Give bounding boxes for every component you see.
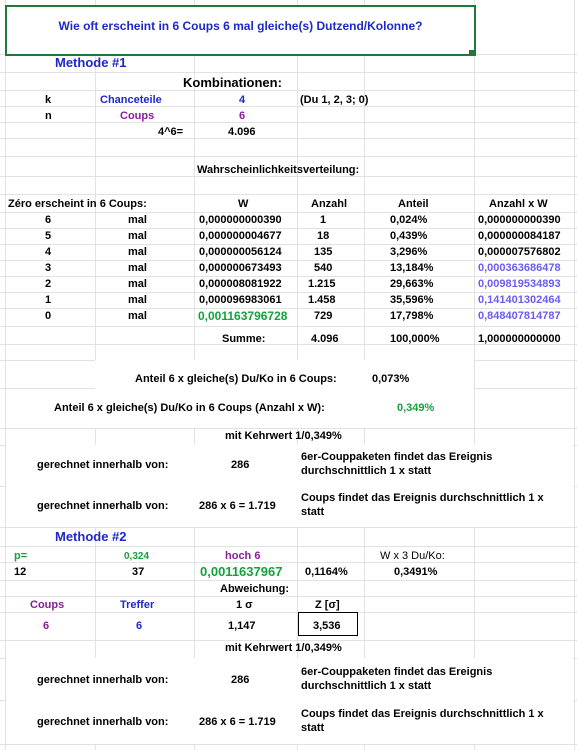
wx3-label: W x 3 Du/Ko: xyxy=(380,550,445,562)
row-anzahl: 135 xyxy=(314,246,333,258)
g2-value: 286 x 6 = 1.719 xyxy=(199,500,276,512)
row-mal: mal xyxy=(128,294,147,306)
pct3-value: 0,3491% xyxy=(394,566,438,578)
row-anteil: 3,296% xyxy=(390,246,428,258)
row-anteil: 29,663% xyxy=(390,278,434,290)
g2-label: gerechnet innerhalb von: xyxy=(37,500,169,512)
sum-anteil: 100,000% xyxy=(390,333,440,345)
row-anzahl: 540 xyxy=(314,262,333,274)
row-count: 5 xyxy=(45,230,52,242)
row-axw: 0,009819534893 xyxy=(478,278,561,290)
sigma-value: 1,147 xyxy=(228,620,256,632)
z-header: Z [σ] xyxy=(315,599,340,611)
coups-label: Coups xyxy=(120,110,155,122)
sigma-header: 1 σ xyxy=(236,599,253,611)
distribution-title: Wahrscheinlichkeitsverteilung: xyxy=(197,164,360,176)
row-w: 0,000000056124 xyxy=(199,246,282,258)
row-anzahl: 1.458 xyxy=(308,294,336,306)
g2-text2: statt xyxy=(301,506,325,518)
row-mal: mal xyxy=(128,214,147,226)
sum-label: Summe: xyxy=(222,333,266,345)
sum-axw: 1,000000000000 xyxy=(478,333,561,345)
hoch-label: hoch 6 xyxy=(225,550,261,562)
g1-text2: durchschnittlich 1 x statt xyxy=(301,465,432,477)
row-count: 1 xyxy=(45,294,52,306)
methode2-heading: Methode #2 xyxy=(55,529,127,544)
anteil2-value: 0,349% xyxy=(397,402,435,414)
row-mal: mal xyxy=(128,246,147,258)
treffer-header: Treffer xyxy=(120,599,155,611)
g3-value: 286 xyxy=(231,674,250,686)
g1-value: 286 xyxy=(231,459,250,471)
col-header-w: W xyxy=(238,198,249,210)
abweichung-label: Abweichung: xyxy=(220,583,290,595)
v37: 37 xyxy=(132,566,145,578)
col-header-anteil: Anteil xyxy=(398,198,429,210)
anteil2-label: Anteil 6 x gleiche(s) Du/Ko in 6 Coups (Anzahl x W): xyxy=(54,402,325,414)
v12: 12 xyxy=(14,566,27,578)
row-axw: 0,141401302464 xyxy=(478,294,561,306)
row-axw: 0,848407814787 xyxy=(478,310,561,322)
g1-label: gerechnet innerhalb von: xyxy=(37,459,169,471)
title: Wie oft erscheint in 6 Coups 6 mal gleiche(s) Dutzend/Kolonne? xyxy=(58,19,423,33)
row-w: 0,000096983061 xyxy=(199,294,282,306)
pow-value: 4.096 xyxy=(228,126,256,138)
row-anzahl: 18 xyxy=(317,230,330,242)
row-count: 3 xyxy=(45,262,52,274)
col-header-anzahl: Anzahl xyxy=(311,198,348,210)
n-value: 6 xyxy=(239,110,246,122)
k-note: (Du 1, 2, 3; 0) xyxy=(300,94,369,106)
row-axw: 0,000007576802 xyxy=(478,246,561,258)
row-anteil: 35,596% xyxy=(390,294,434,306)
g4-label: gerechnet innerhalb von: xyxy=(37,716,169,728)
methode1-heading: Methode #1 xyxy=(55,55,127,70)
pct1-value: 0,1164% xyxy=(305,566,348,578)
k-value: 4 xyxy=(239,94,246,106)
kehrwert1: mit Kehrwert 1/0,349% xyxy=(225,430,342,442)
row-anzahl: 1 xyxy=(320,214,327,226)
kehrwert2: mit Kehrwert 1/0,349% xyxy=(225,642,342,654)
row-axw: 0,000000084187 xyxy=(478,230,561,242)
row-w: 0,000008081922 xyxy=(199,278,282,290)
row-axw: 0,000000000390 xyxy=(478,214,561,226)
row-anteil: 17,798% xyxy=(390,310,434,322)
n-label: n xyxy=(45,110,52,122)
g4-text2: statt xyxy=(301,722,325,734)
row-count: 2 xyxy=(45,278,52,290)
col-header-zero: Zéro erscheint in 6 Coups: xyxy=(8,198,147,210)
g4-value: 286 x 6 = 1.719 xyxy=(199,716,276,728)
row-anteil: 0,439% xyxy=(390,230,428,242)
coups-header: Coups xyxy=(30,599,65,611)
anteil1-value: 0,073% xyxy=(372,373,410,385)
result-value: 0,0011637967 xyxy=(200,564,283,579)
row-mal: mal xyxy=(128,262,147,274)
row-axw: 0,000363686478 xyxy=(478,262,561,274)
title-cell[interactable] xyxy=(5,5,476,56)
row-mal: mal xyxy=(128,278,147,290)
row-w: 0,000000673493 xyxy=(199,262,282,274)
g1-text1: 6er-Couppaketen findet das Ereignis xyxy=(301,451,493,463)
sum-anzahl: 4.096 xyxy=(311,333,339,345)
coups-value: 6 xyxy=(43,620,50,632)
row-w: 0,000000004677 xyxy=(199,230,282,242)
chanceteile-label: Chanceteile xyxy=(100,94,162,106)
g4-text1: Coups findet das Ereignis durchschnittlich 1 x xyxy=(301,708,544,720)
row-w: 0,000000000390 xyxy=(199,214,282,226)
row-anzahl: 1.215 xyxy=(308,278,336,290)
pow-label: 4^6= xyxy=(158,126,184,138)
row-anteil: 0,024% xyxy=(390,214,428,226)
row-count: 4 xyxy=(45,246,52,258)
p-label: p= xyxy=(14,550,28,562)
kombinationen-heading: Kombinationen: xyxy=(183,75,282,90)
fill-handle[interactable] xyxy=(469,50,474,55)
col-header-axw: Anzahl x W xyxy=(489,198,548,210)
treffer-value: 6 xyxy=(136,620,143,632)
k-label: k xyxy=(45,94,52,106)
row-anzahl: 729 xyxy=(314,310,333,322)
z-value: 3,536 xyxy=(313,620,341,632)
g3-label: gerechnet innerhalb von: xyxy=(37,674,169,686)
row-anteil: 13,184% xyxy=(390,262,434,274)
anteil-panel xyxy=(95,360,474,428)
g3-text2: durchschnittlich 1 x statt xyxy=(301,680,432,692)
p-fraction: 0,324 xyxy=(124,551,150,562)
g3-text1: 6er-Couppaketen findet das Ereignis xyxy=(301,666,493,678)
anteil1-label: Anteil 6 x gleiche(s) Du/Ko in 6 Coups: xyxy=(135,373,337,385)
g2-text1: Coups findet das Ereignis durchschnittlich 1 x xyxy=(301,492,544,504)
row-mal: mal xyxy=(128,230,147,242)
row-count: 0 xyxy=(45,310,52,322)
row-count: 6 xyxy=(45,214,52,226)
row-w: 0,001163796728 xyxy=(198,309,288,323)
row-mal: mal xyxy=(128,310,147,322)
